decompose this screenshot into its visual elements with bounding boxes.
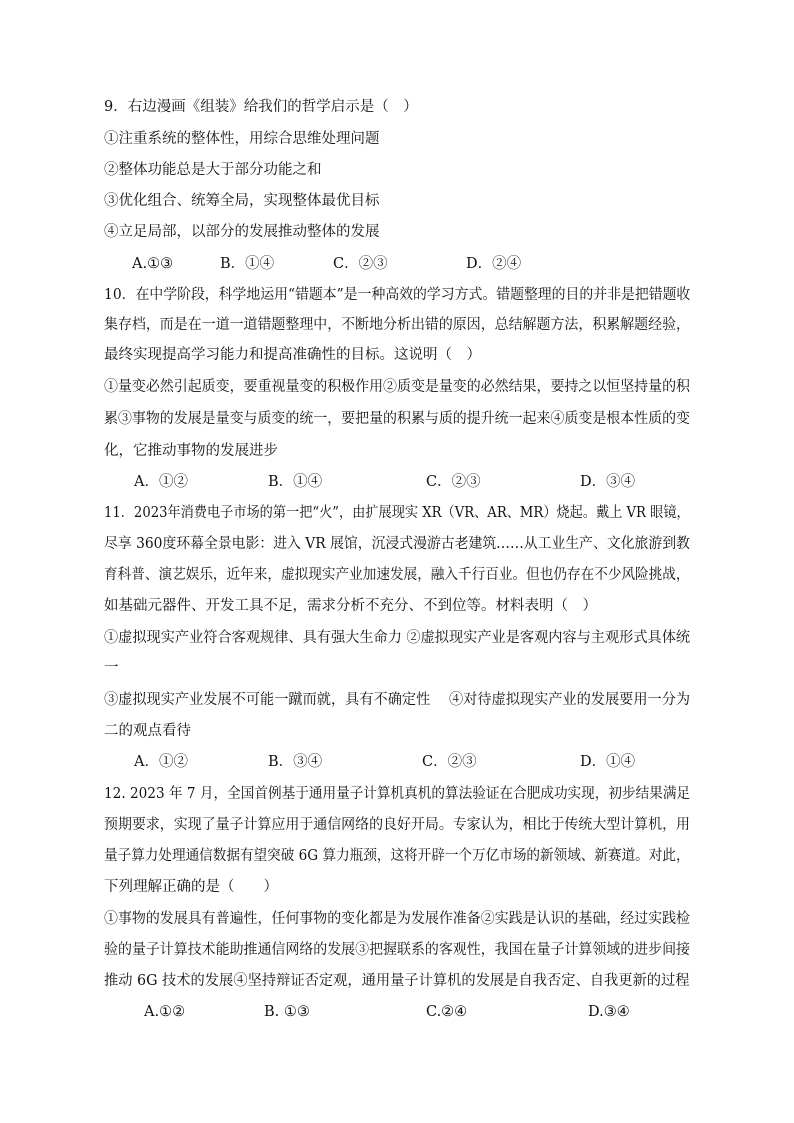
question-10-option-d: D．③④	[580, 474, 636, 490]
question-12-stem-line-3: 量子算力处理通信数据有望突破 6G 算力瓶颈，这将开辟一个万亿市场的新领域、新赛道。对此，	[104, 848, 690, 864]
question-10-option-b: B．①④	[268, 474, 323, 490]
question-11-option-d: D．①④	[580, 754, 636, 770]
question-9-option-c: C．②③	[333, 256, 388, 272]
question-12-statements-line-3: 推动 6G 技术的发展④坚持辩证否定观，通用量子计算机的发展是自我否定、自我更新的过程	[104, 973, 690, 989]
question-12-option-b: B. ①③	[264, 1004, 310, 1020]
question-9-stem: 9．右边漫画《组装》给我们的哲学启示是（ ）	[104, 99, 418, 115]
question-10-option-a: A．①②	[134, 474, 188, 490]
question-12-option-d: D.③④	[588, 1004, 630, 1020]
question-9-option-b: B．①④	[220, 256, 275, 272]
question-12-statements-line-1: ①事物的发展具有普遍性，任何事物的变化都是为发展作准备②实践是认识的基础，经过实践检	[104, 911, 690, 927]
question-11-statements-line-1: ①虚拟现实产业符合客观规律、具有强大生命力 ②虚拟现实产业是客观内容与主观形式具体统	[104, 630, 691, 646]
question-10-stem-line-3: 最终实现提高学习能力和提高准确性的目标。这说明（ ）	[104, 347, 481, 363]
question-9-statement-4: ④立足局部，以部分的发展推动整体的发展	[104, 224, 380, 240]
question-10-stem-line-2: 集存档，而是在一道一道错题整理中，不断地分析出错的原因，总结解题方法，积累解题经验，	[104, 317, 690, 333]
question-11-statements-line-2: 一	[104, 660, 119, 676]
question-12-option-a: A.①②	[144, 1004, 186, 1020]
question-11-option-a: A．①②	[134, 754, 188, 770]
question-11-option-c: C．②③	[422, 754, 477, 770]
question-10-stem-line-1: 10．在中学阶段，科学地运用“错题本”是一种高效的学习方式。错题整理的目的并非是把错题收	[104, 287, 691, 303]
question-10-statements-line-3: 化，它推动事物的发展进步	[104, 443, 278, 459]
question-12-option-c: C.②④	[426, 1004, 468, 1020]
question-9-option-a: A.①③	[132, 256, 174, 272]
question-11-statements-line-3: ③虚拟现实产业发展不可能一蹴而就，具有不确定性 ④对待虚拟现实产业的发展要用一分为	[104, 692, 691, 708]
question-12-stem-line-4: 下列理解正确的是（ ）	[104, 879, 278, 895]
question-12-stem-line-2: 预期要求，实现了量子计算应用于通信网络的良好开局。专家认为，相比于传统大型计算机，用	[104, 817, 690, 833]
question-11-stem-line-4: 如基础元器件、开发工具不足，需求分析不充分、不到位等。材料表明（ ）	[104, 598, 597, 614]
question-11-stem-line-3: 育科普、演艺娱乐，近年来，虚拟现实产业加速发展，融入千行百业。但也仍存在不少风险挑战，	[104, 567, 690, 583]
question-9-statement-2: ②整体功能总是大于部分功能之和	[104, 162, 322, 178]
question-12-stem-line-1: 12. 2023 年 7 月，全国首例基于通用量子计算机真机的算法验证在合肥成功实现，初步结果满足	[104, 786, 691, 802]
question-9-option-d: D．②④	[466, 256, 522, 272]
question-9-statement-3: ③优化组合、统筹全局，实现整体最优目标	[104, 193, 380, 209]
question-9-statement-1: ①注重系统的整体性，用综合思维处理问题	[104, 131, 380, 147]
question-11-option-b: B．③④	[268, 754, 323, 770]
question-10-statements-line-1: ①量变必然引起质变，要重视量变的积极作用②质变是量变的必然结果，要持之以恒坚持量的积	[104, 379, 690, 395]
question-10-option-c: C．②③	[426, 474, 481, 490]
question-11-statements-line-4: 二的观点看待	[104, 723, 191, 739]
question-11-stem-line-1: 11．2023年消费电子市场的第一把“火”，由扩展现实 XR（VR、AR、MR）烧起。戴上 VR 眼镜，	[104, 505, 690, 521]
question-11-stem-line-2: 尽享 360度环幕全景电影：进入 VR 展馆，沉浸式漫游古老建筑……从工业生产、文化旅游到教	[104, 536, 690, 552]
question-10-statements-line-2: 累③事物的发展是量变与质变的统一，要把量的积累与质的提升统一起来④质变是根本性质的变	[104, 411, 690, 427]
question-12-statements-line-2: 验的量子计算技术能助推通信网络的发展③把握联系的客观性，我国在量子计算领域的进步间接	[104, 942, 690, 958]
